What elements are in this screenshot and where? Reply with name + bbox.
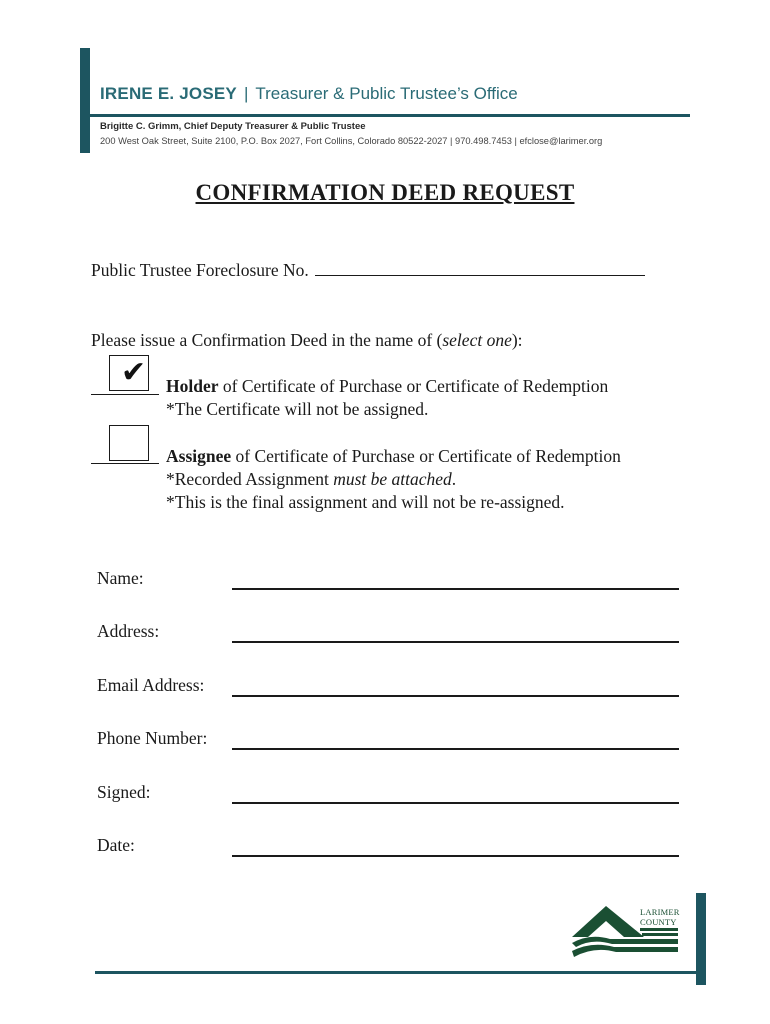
assignee-option-text: [166, 445, 621, 514]
phone-field[interactable]: [232, 748, 679, 750]
logo-wordmark: [640, 907, 680, 927]
foreclosure-label: Public Trustee Foreclosure No.: [91, 260, 309, 280]
logo-line-2: COUNTY: [640, 917, 677, 927]
issue-prefix: Please issue a Confirmation Deed in the name of (: [91, 330, 443, 350]
holder-option-text: [166, 375, 608, 421]
holder-checkbox[interactable]: [109, 355, 149, 391]
office-name: Treasurer & Public Trustee’s Office: [255, 84, 518, 103]
assignee-note-prefix: *Recorded Assignment: [166, 469, 334, 489]
header-separator: |: [243, 84, 249, 103]
treasurer-name: IRENE E. JOSEY: [100, 84, 237, 103]
assignee-underline: [91, 463, 159, 464]
date-label: Date:: [97, 835, 135, 855]
logo-line-1: LARIMER: [640, 907, 680, 917]
header-rule: [90, 114, 690, 117]
signature-field[interactable]: [232, 802, 679, 804]
footer-rule: [95, 971, 700, 974]
name-label: Name:: [97, 568, 144, 588]
issue-instruction: [91, 330, 523, 351]
foreclosure-row: [91, 260, 645, 281]
office-address: 200 West Oak Street, Suite 2100, P.O. Box 2027, Fort Collins, Colorado 80522-2027 | 970.498.7453 | efclose@larimer.org: [100, 136, 603, 146]
issue-select-one: select one: [442, 330, 512, 350]
assignee-description: of Certificate of Purchase or Certificate of Redemption: [231, 446, 621, 466]
holder-note: *The Certificate will not be assigned.: [166, 399, 429, 419]
address-label: Address:: [97, 621, 160, 641]
phone-label: Phone Number:: [97, 728, 208, 748]
assignee-checkbox[interactable]: [109, 425, 149, 461]
header-title: [100, 84, 518, 104]
address-field[interactable]: [232, 641, 679, 643]
assignee-note-1: [166, 468, 621, 491]
assignee-note-italic: must be attached: [333, 469, 452, 489]
assignee-label: Assignee: [166, 446, 232, 466]
foreclosure-number-field[interactable]: [315, 261, 645, 276]
page-title: CONFIRMATION DEED REQUEST: [195, 180, 575, 205]
deputy-line: Brigitte C. Grimm, Chief Deputy Treasurer & Public Trustee: [100, 121, 366, 132]
issue-suffix: ):: [511, 330, 523, 350]
signed-label: Signed:: [97, 782, 151, 802]
assignee-note-suffix: .: [451, 469, 457, 489]
checkmark-icon: ✔: [121, 355, 147, 390]
header-accent-bar: [80, 48, 90, 153]
email-label: Email Address:: [97, 675, 205, 695]
date-field[interactable]: [232, 855, 679, 857]
holder-underline: [91, 394, 159, 395]
holder-label: Holder: [166, 376, 219, 396]
holder-description: of Certificate of Purchase or Certificate of Redemption: [218, 376, 609, 396]
email-field[interactable]: [232, 695, 679, 697]
assignee-note-2: *This is the final assignment and will not be re-assigned.: [166, 492, 565, 512]
name-field[interactable]: [232, 588, 679, 590]
